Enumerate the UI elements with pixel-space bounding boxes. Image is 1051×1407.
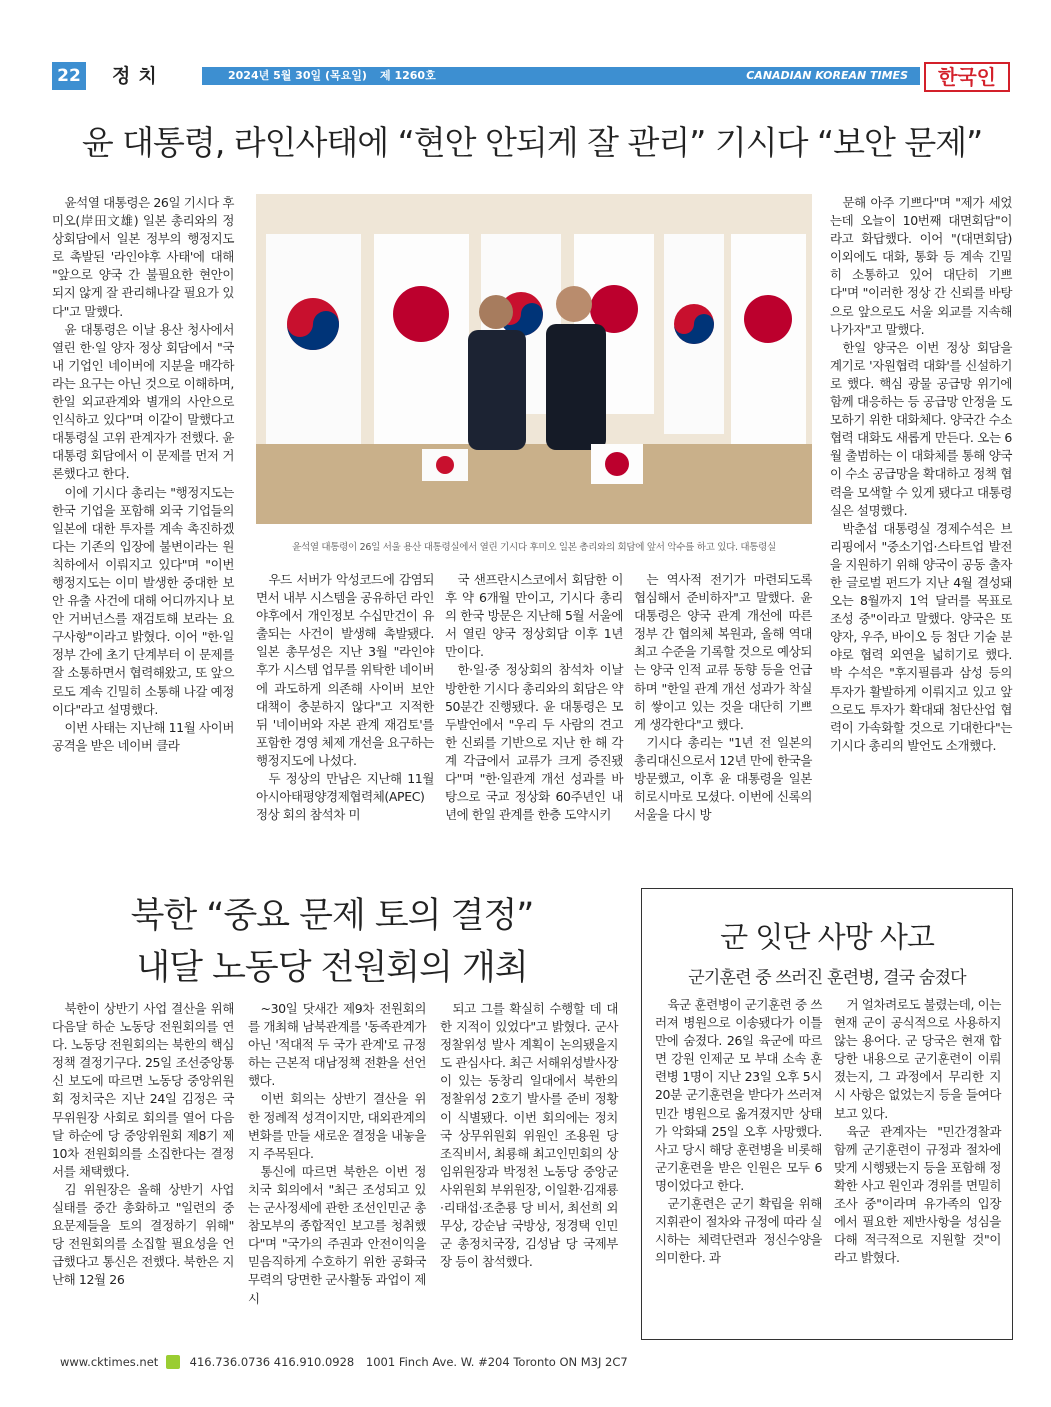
article-column (440, 1000, 618, 1271)
paragraph: 북한이 상반기 사업 결산을 위해 다음달 하순 노동당 전원회의를 연다. 노동당 전원회의는 북한의 핵심 정책 결정기구다. 25일 조선중앙통신 보도에 따르면 노동당 중앙위원회 정치국은 지난 24일 김정은 국무위원장 사회로 회의를 열어 다음 달 하순에 당 중앙위원회 제8기 제10차 전원회의를 소집한다는 결정서를 채택했다. (52, 1001, 234, 1179)
paragraph: 윤 대통령은 이날 용산 청사에서 열린 한·일 양자 정상 회담에서 "국내 기업인 네이버에 지분을 매각하라는 요구는 아닌 것으로 이해하며, 한일 외교관계와 별개의 사안으로 인식하고 있다"며 이같이 말했다고 대통령실 고위 관계자가 전했다. 윤 대통령 회담에서 이 문제를 먼저 거론했다고 한다. (52, 321, 234, 482)
phone-icon (166, 1355, 180, 1369)
paragraph: 한·일·중 정상회의 참석차 이날 방한한 기시다 총리와의 회담은 약 50분간 진행됐다. 윤 대통령은 모두발언에서 "우리 두 사람의 견고한 신뢰를 기반으로 지난 한 해 각계 각급에서 교류가 크게 증진됐다"며 "한·일관계 개선 성과를 바탕으로 국교 정상화 60주년인 내년에 한일 관계를 한층 도약시키 (445, 662, 623, 823)
header-bar (202, 67, 920, 85)
article-column (634, 571, 812, 824)
paragraph: 박춘섭 대통령실 경제수석은 브리핑에서 "중소기업·스타트업 발전을 지원하기 위해 양국이 공동 출자한 글로벌 펀드가 지난 4월 결성돼 오는 8월까지 1억 달러를 목표로 조성 중"이라고 말했다. 양국은 또 양자, 우주, 바이오 등 첨단 기술 분야로 협력 외연을 넓히기로 했다. 박 수석은 "후지필름과 삼성 등의 투자가 활발하게 이뤄지고 있고 앞으로도 투자가 확대돼 첨단산업 협력이 가속화할 것으로 기대한다"는 기시다 총리의 발언도 소개했다. (830, 520, 1012, 753)
article3-title: 군 잇단 사망 사고 (720, 920, 934, 954)
issue-date: 2024년 5월 30일 (목요일) (228, 69, 367, 82)
page-number: 22 (52, 62, 86, 90)
article2-headline (52, 890, 612, 994)
article-column (52, 1000, 234, 1290)
paragraph: 육군 훈련병이 군기훈련 중 쓰러져 병원으로 이송됐다가 이틀 만에 숨졌다. 26일 육군에 따르면 강원 인제군 모 부대 소속 훈련병 1명이 지난 23일 오후 5시 20분 군기훈련을 받다가 쓰러져 민간 병원으로 옮겨졌지만 상태가 악화돼 25일 오후 사망했다. 사고 당시 해당 훈련병을 비롯해 군기훈련을 받은 인원은 모두 6명이었다고 한다. (655, 997, 822, 1193)
paragraph: 윤석열 대통령은 26일 기시다 후미오(岸田文雄) 일본 총리와의 정상회담에서 일본 정부의 행정지도로 촉발된 '라인야후 사태'에 대해 "앞으로 양국 간 불필요한 현안이 되지 않게 잘 관리해나갈 필요가 있다"고 말했다. (52, 195, 234, 319)
article-column (834, 996, 1001, 1267)
article-column (655, 996, 822, 1267)
article3-subtitle: 군기훈련 중 쓰러진 훈련병, 결국 숨졌다 (688, 968, 966, 988)
paragraph: 통신에 따르면 북한은 이번 정치국 회의에서 "최근 조성되고 있는 군사정세에 관한 조선인민군 총참모부의 종합적인 보고를 청취했다"며 "국가의 주권과 안전이익을 믿음직하게 수호하기 위한 공화국 무력의 당면한 군사활동 과업이 제시 (248, 1163, 426, 1306)
photo-illustration (256, 194, 812, 524)
paragraph: 거 얼차려로도 불렸는데, 이는 현재 군이 공식적으로 사용하지 않는 용어다. 군 당국은 현재 합당한 내용으로 군기훈련이 이뤄졌는지, 그 과정에서 무리한 지시 사항은 없었는지 등을 들여다보고 있다. (834, 997, 1001, 1121)
paragraph: 국 샌프란시스코에서 회담한 이후 약 6개월 만이고, 기시다 총리의 한국 방문은 지난해 5월 서울에서 열린 양국 정상회담 이후 1년 만이다. (445, 572, 623, 660)
paragraph: 이번 사태는 지난해 11월 사이버 공격을 받은 네이버 클라 (52, 719, 234, 753)
paragraph: ~30일 닷새간 제9차 전원회의를 개최해 남북관계를 '동족관계가 아닌 '적대적 두 국가 관계'로 규정하는 근본적 대남정책 전환을 선언했다. (248, 1001, 426, 1089)
paragraph: 이에 기시다 총리는 "행정지도는 한국 기업을 포함해 외국 기업들의 일본에 대한 투자를 계속 촉진하겠다는 기존의 입장에 불변이라는 원칙하에서 이뤄지고 있다"며 "이번 행정지도는 이미 발생한 중대한 보안 유출 사건에 대해 어디까지나 보안 거버넌스를 재검토해 보라는 요구사항"이라고 밝혔다. 이어 "한·일 정부 간에 초기 단계부터 이 문제를 잘 소통하면서 협력해왔고, 또 앞으로도 계속 긴밀히 소통해 나갈 예정이다"라고 설명했다. (52, 484, 234, 717)
issue-number: 제 1260호 (380, 69, 436, 82)
photo-caption: 윤석열 대통령이 26일 서울 용산 대통령실에서 열린 기시다 후미오 일본 총리와의 회담에 앞서 악수를 하고 있다. 대통령실 (292, 542, 776, 553)
summit-photo (256, 194, 812, 524)
section-title: 정치 (112, 65, 165, 87)
paragraph: 문해 아주 기쁘다"며 "제가 세었는데 오늘이 10번째 대면회담"이라고 화답했다. 이어 "(대면회담) 이외에도 대화, 통화 등 계속 긴밀히 소통하고 있어 대단히 기쁘다"며 "이러한 정상 간 신뢰를 바탕으로 앞으로도 서울 외교를 지속해 나가자"고 말했다. (830, 195, 1012, 337)
paragraph: 되고 그를 확실히 수행할 데 대한 지적이 있었다"고 밝혔다. 군사정찰위성 발사 계획이 논의됐을지도 관심사다. 최근 서해위성발사장이 있는 동창리 일대에서 북한의 정찰위성 2호기 발사를 준비 정황이 식별됐다. 이번 회의에는 정치국 상무위원회 위원인 조용원 당 조직비서, 최룡해 최고인민회의 상임위원장과 박정천 노동당 중앙군사위원회 부위원장, 이일환·김재룡·리태섭·조춘룡 당 비서, 최선희 외무상, 강순남 국방상, 정경택 인민군 총정치국장, 김성남 당 국제부장 등이 참석했다. (440, 1001, 618, 1270)
paragraph: 군기훈련은 군기 확립을 위해 지휘관이 절차와 규정에 따라 실시하는 체력단련과 정신수양을 의미한다. 과 (655, 1196, 822, 1266)
website-link[interactable]: www.cktimes.net (60, 1354, 159, 1369)
paragraph: 김 위원장은 올해 상반기 사업 실태를 중간 총화하고 "일련의 중요문제들을 토의 결정하기 위해" 당 전원회의를 소집할 필요성을 언급했다고 통신은 전했다. 북한은 지난해 12월 26 (52, 1181, 234, 1288)
article-column (52, 194, 234, 755)
flag-japan-left (374, 234, 469, 444)
paragraph: 는 역사적 전기가 마련되도록 협심해서 준비하자"고 말했다. 윤 대통령은 양국 관계 개선에 따른 정부 간 협의체 복원과, 올해 역대 최고 수준을 기록할 것으로 예상되는 양국 인적 교류 동향 등을 언급하며 "한일 관계 개선 성과가 착실히 쌓이고 있는 것을 대단히 기쁘게 생각한다"고 했다. (634, 572, 812, 732)
paragraph: 육군 관계자는 "민간경찰과 함께 군기훈련이 규정과 절차에 맞게 시행됐는지 등을 포함해 정확한 사고 원인과 경위를 면밀히 조사 중"이라며 유가족의 입장에서 필요한 제반사항을 성심을 다해 적극적으로 지원할 것"이라고 밝혔다. (834, 1123, 1001, 1266)
article-column (830, 194, 1012, 755)
article2-headline-line1: 북한 “중요 문제 토의 결정” (130, 896, 534, 936)
paragraph: 두 정상의 만남은 지난해 11월 아시아태평양경제협력체(APEC) 정상 회의 참석차 미 (256, 771, 434, 823)
flag-korea-right (664, 234, 724, 434)
article-headline: 윤 대통령, 라인사태에 “현안 안되게 잘 관리” 기시다 “보안 문제” (81, 123, 983, 162)
page-footer (60, 1353, 760, 1369)
phone-numbers: 416.736.0736 416.910.0928 (189, 1354, 355, 1369)
flag-korea-left (266, 234, 361, 444)
paragraph: 한일 양국은 이번 정상 회담을 계기로 '자원협력 대화'를 신설하기로 했다. 핵심 광물 공급망 위기에 함께 대응하는 등 공급망 안정을 도모하기 위한 대화체다. 양국간 수소협력 대화도 새롭게 만든다. 오는 6월 출범하는 이 대화체를 통해 양국이 수소 공급망을 확대하고 정책 협력을 모색할 수 있게 됐다고 대통령실은 설명했다. (830, 339, 1012, 518)
article-column (248, 1000, 426, 1308)
flag-japan-right (731, 234, 806, 444)
page-header (52, 62, 1012, 90)
publication-name: CANADIAN KOREAN TIMES (746, 69, 908, 82)
article-column (445, 571, 623, 824)
article-column (256, 571, 434, 824)
paragraph: 기시다 총리는 "1년 전 일본의 총리대신으로서 12년 만에 한국을 방문했고, 이후 윤 대통령을 일본 히로시마로 모셨다. 이번에 신록의 서울을 다시 방 (634, 734, 812, 823)
newspaper-logo: 한국인 (924, 62, 1010, 92)
address: 1001 Finch Ave. W. #204 Toronto ON M3J 2C7 (365, 1354, 628, 1369)
paragraph: 우드 서버가 악성코드에 감염되면서 내부 시스템을 공유하던 라인야후에서 개인정보 수십만건이 유출되는 사건이 발생해 촉발됐다. 일본 총무성은 지난 3월 "라인야후가 시스템 업무를 위탁한 네이버에 과도하게 의존해 사이버 보안 대책이 충분하지 않다"고 지적한 뒤 '네이버와 자본 관계 재검토'를 포함한 경영 체제 개선을 요구하는 행정지도에 나섰다. (256, 572, 434, 768)
article2-headline-line2: 내달 노동당 전원회의 개최 (136, 948, 528, 988)
paragraph: 이번 회의는 상반기 결산을 위한 정례적 성격이지만, 대외관계의 변화를 만들 새로운 결정을 내놓을 지 주목된다. (248, 1091, 426, 1161)
